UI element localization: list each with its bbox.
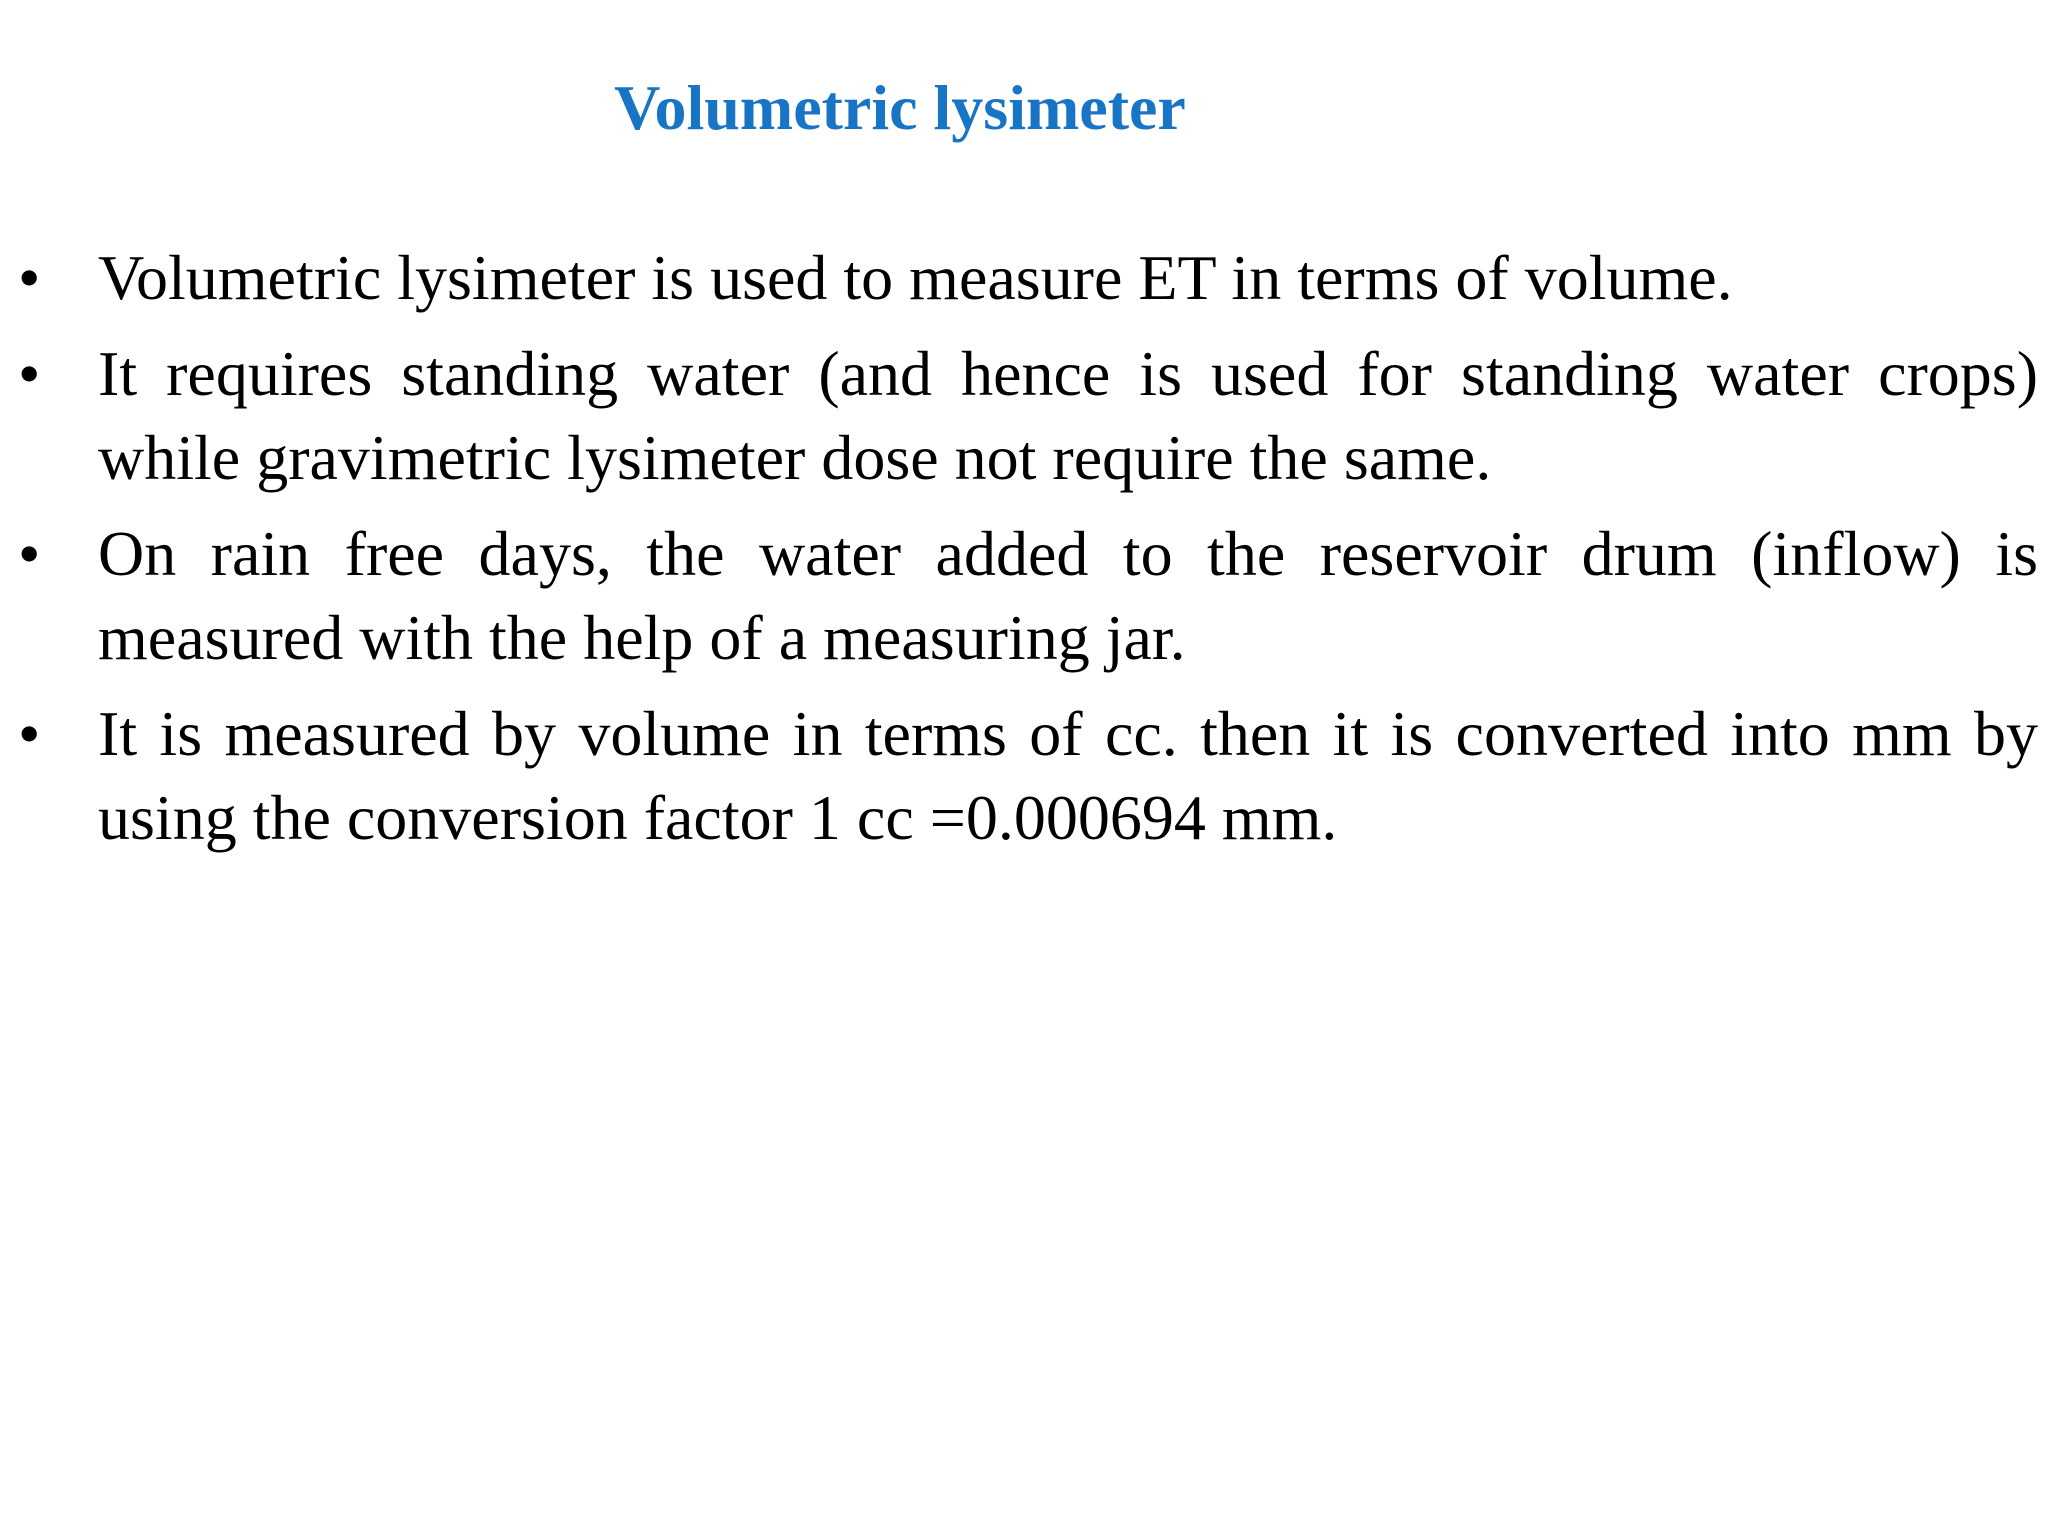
bullet-text: It is measured by volume in terms of cc. then it is converted into mm by using the conversion factor 1 cc =0.000694 mm. [98,698,2038,853]
bullet-icon: • [18,518,41,589]
bullet-item [18,236,2038,320]
bullet-item [18,512,2038,680]
slide-title: Volumetric lysimeter [614,72,1186,143]
bullet-text: Volumetric lysimeter is used to measure ET in terms of volume. [98,242,1733,313]
bullet-icon: • [18,338,41,409]
bullet-list [18,236,2038,872]
bullet-item [18,692,2038,860]
bullet-text: It requires standing water (and hence is used for standing water crops) while gravimetric lysimeter dose not require the same. [98,338,2038,493]
bullet-icon: • [18,698,41,769]
bullet-icon: • [18,242,41,313]
bullet-item [18,332,2038,500]
bullet-text: On rain free days, the water added to the reservoir drum (inflow) is measured with the help of a measuring jar. [98,518,2038,673]
